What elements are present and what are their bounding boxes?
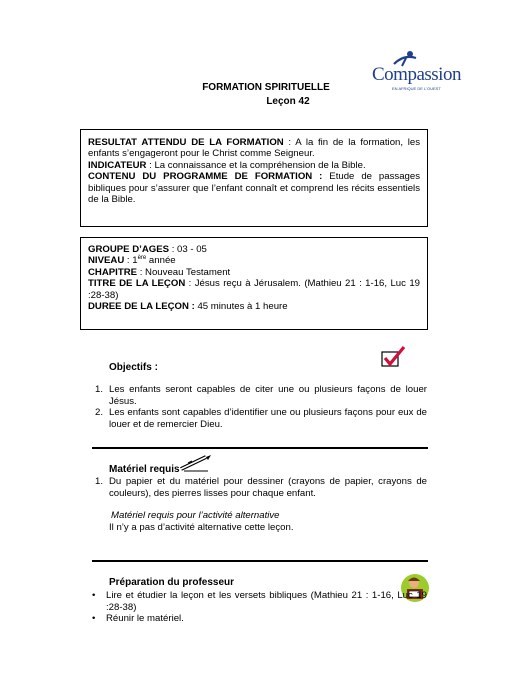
formation-box	[80, 129, 428, 227]
groupe-label: GROUPE D’AGES	[88, 244, 170, 255]
preparation-list	[92, 590, 427, 625]
indicateur-text: : La connaissance et la compréhension de la Bible.	[146, 159, 366, 171]
groupe-text: : 03 - 05	[169, 244, 207, 255]
list-item	[95, 476, 427, 499]
niveau-label: NIVEAU	[88, 255, 125, 267]
contenu-text: Etude de passages bibliques pour s’assurer que l’enfant connaît et comprend les récits essentiels de la Bible.	[88, 171, 420, 206]
list-item	[92, 613, 427, 625]
objectifs-title: Objectifs :	[109, 362, 158, 373]
resultat-label: RESULTAT ATTENDU DE LA FORMATION	[88, 137, 284, 148]
document-title: FORMATION SPIRITUELLE	[202, 82, 330, 93]
logo-wordmark: Compassion	[372, 64, 461, 85]
list-number: 2.	[95, 407, 104, 419]
bullet: •	[92, 590, 96, 601]
contenu-paragraph	[88, 171, 420, 205]
materiel-title: Matériel requis	[109, 464, 180, 475]
contenu-label: CONTENU DU PROGRAMME DE FORMATION :	[88, 171, 323, 183]
niveau-text-post: année	[146, 255, 176, 267]
list-text: Les enfants seront capables de citer une ou plusieurs façons de louer Jésus.	[109, 384, 427, 407]
indicateur-label: INDICATEUR	[88, 159, 147, 171]
list-text: Du papier et du matériel pour dessiner (crayons de papier, crayons de couleurs), des pierres lisses pour chaque enfant.	[109, 476, 427, 499]
bullet: •	[92, 613, 96, 625]
titre-row	[88, 278, 420, 301]
list-number: 1.	[95, 384, 104, 395]
preparation-title: Préparation du professeur	[109, 577, 235, 588]
resultat-paragraph	[88, 137, 420, 160]
pencil-icon	[178, 451, 214, 473]
duree-row	[88, 301, 420, 312]
list-item	[95, 384, 427, 407]
list-number: 1.	[95, 476, 104, 487]
alt-materiel-title: Matériel requis pour l’activité alternative	[111, 510, 280, 521]
list-text: Réunir le matériel.	[106, 613, 184, 625]
niveau-text: : 1	[124, 255, 138, 267]
titre-text: : Jésus reçu à Jérusalem. (Mathieu 21 : 1-16, Luc 19 :28-38)	[88, 278, 420, 301]
logo-subtitle: EN AFRIQUE DE L'OUEST	[392, 86, 441, 91]
duree-label: DUREE DE LA LEÇON :	[88, 301, 195, 313]
section-divider	[92, 560, 428, 562]
indicateur-paragraph	[88, 160, 420, 171]
groupe-row	[88, 244, 420, 255]
resultat-text: : A la fin de la formation, les enfants s’engageront pour le Christ comme Seigneur.	[88, 137, 420, 160]
list-text: Lire et étudier la leçon et les versets bibliques (Mathieu 21 : 1-16, Luc 19 :28-38)	[106, 590, 427, 613]
compassion-logo	[372, 52, 461, 94]
chapitre-row	[88, 267, 420, 278]
chapitre-label: CHAPITRE	[88, 266, 138, 278]
niveau-sup: ère	[137, 255, 147, 262]
list-text: Les enfants sont capables d’identifier une ou plusieurs façons pour eux de louer et de remercier Dieu.	[109, 407, 427, 430]
titre-label: TITRE DE LA LEÇON	[88, 278, 186, 290]
list-item	[95, 407, 427, 430]
alt-materiel-text: Il n’y a pas d’activité alternative cette leçon.	[109, 522, 294, 533]
checkbox-checked-icon	[380, 344, 408, 368]
materiel-list	[95, 476, 427, 499]
section-divider	[92, 447, 428, 449]
objectifs-list	[95, 384, 427, 430]
niveau-row	[88, 255, 420, 266]
list-item	[92, 590, 427, 613]
lesson-info-box	[80, 237, 428, 330]
chapitre-text: : Nouveau Testament	[137, 266, 231, 278]
duree-text: 45 minutes à 1 heure	[194, 301, 288, 313]
lesson-number: Leçon 42	[266, 96, 310, 107]
